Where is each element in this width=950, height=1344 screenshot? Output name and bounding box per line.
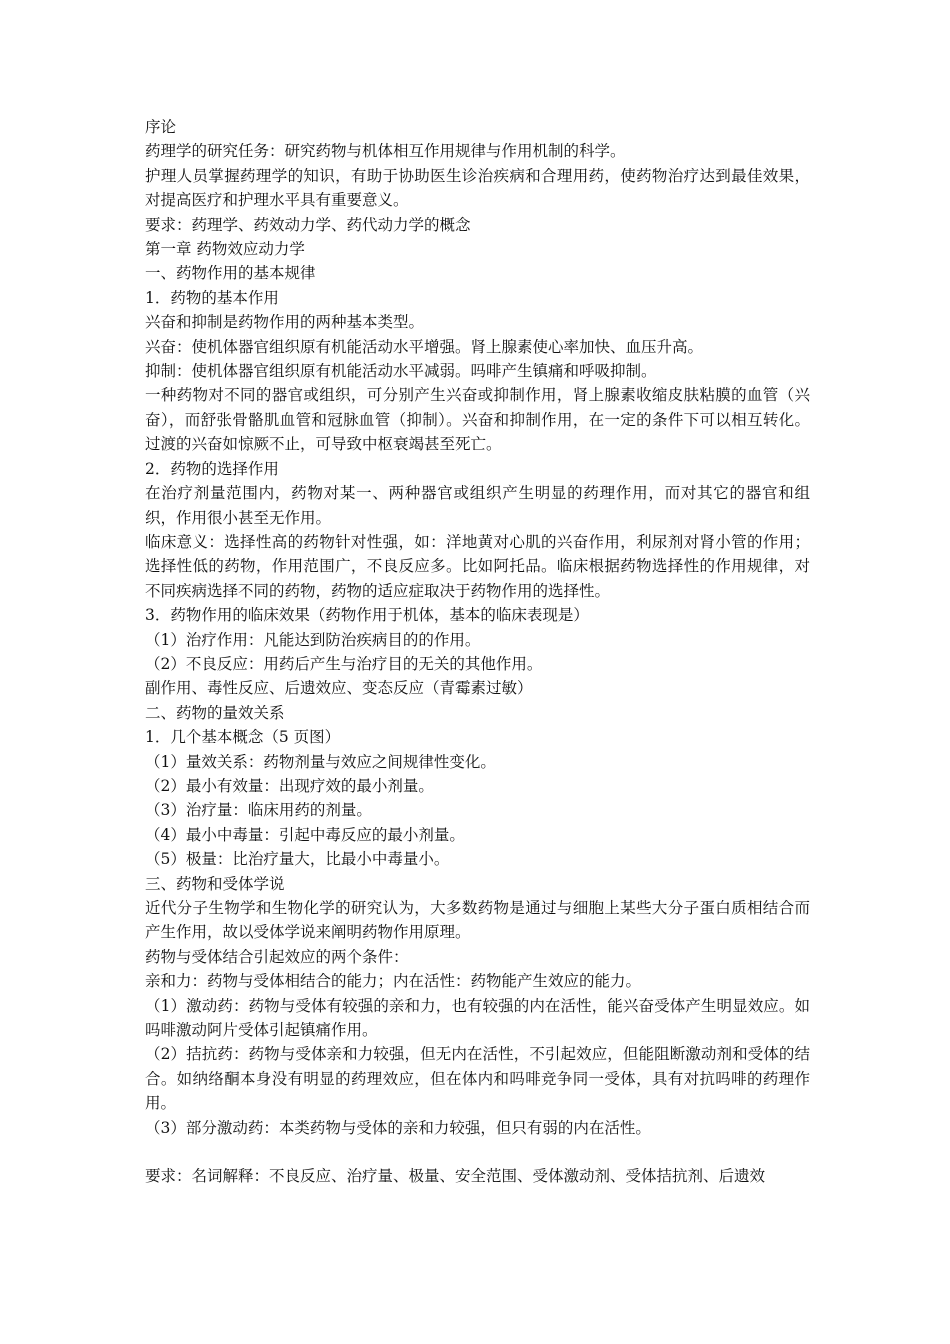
list-item: （2）最小有效量：出现疗效的最小剂量。 [145, 776, 434, 795]
subsection-heading: 3．药物作用的临床效果（药物作用于机体，基本的临床表现是） [145, 606, 589, 625]
list-item: （3）部分激动药：本类药物与受体的亲和力较强，但只有弱的内在活性。 [145, 1118, 651, 1137]
paragraph: 一种药物对不同的器官或组织，可分别产生兴奋或抑制作用，肾上腺素收缩皮肤粘膜的血管（兴奋），而舒张骨骼肌血管和冠脉血管（抑制）。兴奋和抑制作用，在一定的条件下可以相互转化。过渡的兴奋如惊厥不止，可导致中枢衰竭甚至死亡。 [145, 386, 810, 454]
paragraph: 副作用、毒性反应、后遗效应、变态反应（青霉素过敏） [145, 679, 533, 698]
blank-line [145, 1140, 810, 1164]
list-item: （1）量效关系：药物剂量与效应之间规律性变化。 [145, 752, 496, 771]
paragraph: 近代分子生物学和生物化学的研究认为，大多数药物是通过与细胞上某些大分子蛋白质相结合而产生作用，故以受体学说来阐明药物作用原理。 [145, 899, 810, 942]
section-title-preface: 序论 [145, 118, 177, 136]
paragraph: 药物与受体结合引起效应的两个条件： [145, 947, 409, 966]
document-body [145, 115, 810, 1189]
section-heading: 三、药物和受体学说 [145, 874, 285, 893]
paragraph: 要求：药理学、药效动力学、药代动力学的概念 [145, 215, 471, 234]
paragraph: 护理人员掌握药理学的知识，有助于协助医生诊治疾病和合理用药，使药物治疗达到最佳效果，对提高医疗和护理水平具有重要意义。 [145, 166, 810, 210]
paragraph: 兴奋和抑制是药物作用的两种基本类型。 [145, 313, 425, 332]
paragraph: 亲和力：药物与受体相结合的能力；内在活性：药物能产生效应的能力。 [145, 972, 642, 991]
subsection-heading: 2．药物的选择作用 [145, 459, 279, 478]
list-item: （1）治疗作用：凡能达到防治疾病目的的作用。 [145, 630, 481, 649]
subsection-heading: 1．几个基本概念（5 页图） [145, 728, 341, 747]
list-item: （1）激动药：药物与受体有较强的亲和力，也有较强的内在活性，能兴奋受体产生明显效应。如吗啡激动阿片受体引起镇痛作用。 [145, 996, 810, 1040]
list-item: （2）拮抗药：药物与受体亲和力较强，但无内在活性，不引起效应，但能阻断激动剂和受体的结合。如纳络酮本身没有明显的药理效应，但在体内和吗啡竞争同一受体，具有对抗吗啡的药理作用。 [145, 1045, 810, 1113]
paragraph: 在治疗剂量范围内，药物对某一、两种器官或组织产生明显的药理作用，而对其它的器官和组织，作用很小甚至无作用。 [145, 484, 810, 527]
section-heading: 一、药物作用的基本规律 [145, 264, 316, 283]
subsection-heading: 1．药物的基本作用 [145, 288, 279, 307]
list-item: （3）治疗量：临床用药的剂量。 [145, 801, 372, 820]
paragraph: 兴奋：使机体器官组织原有机能活动水平增强。肾上腺素使心率加快、血压升高。 [145, 337, 704, 356]
list-item: （4）最小中毒量：引起中毒反应的最小剂量。 [145, 825, 465, 844]
list-item: （2）不良反应：用药后产生与治疗目的无关的其他作用。 [145, 654, 543, 673]
chapter-title: 第一章 药物效应动力学 [145, 240, 305, 259]
list-item: （5）极量：比治疗量大，比最小中毒量小。 [145, 850, 450, 869]
section-heading: 二、药物的量效关系 [145, 703, 285, 722]
paragraph: 临床意义：选择性高的药物针对性强，如：洋地黄对心肌的兴奋作用，利尿剂对肾小管的作用；选择性低的药物，作用范围广，不良反应多。比如阿托品。临床根据药物选择性的作用规律，对不同疾病选择不同的药物，药物的适应症取决于药物作用的选择性。 [145, 532, 810, 600]
paragraph: 药理学的研究任务：研究药物与机体相互作用规律与作用机制的科学。 [145, 142, 626, 161]
requirements-paragraph: 要求：名词解释：不良反应、治疗量、极量、安全范围、受体激动剂、受体拮抗剂、后遗效 [145, 1167, 766, 1186]
paragraph: 抑制：使机体器官组织原有机能活动水平减弱。吗啡产生镇痛和呼吸抑制。 [145, 362, 657, 381]
